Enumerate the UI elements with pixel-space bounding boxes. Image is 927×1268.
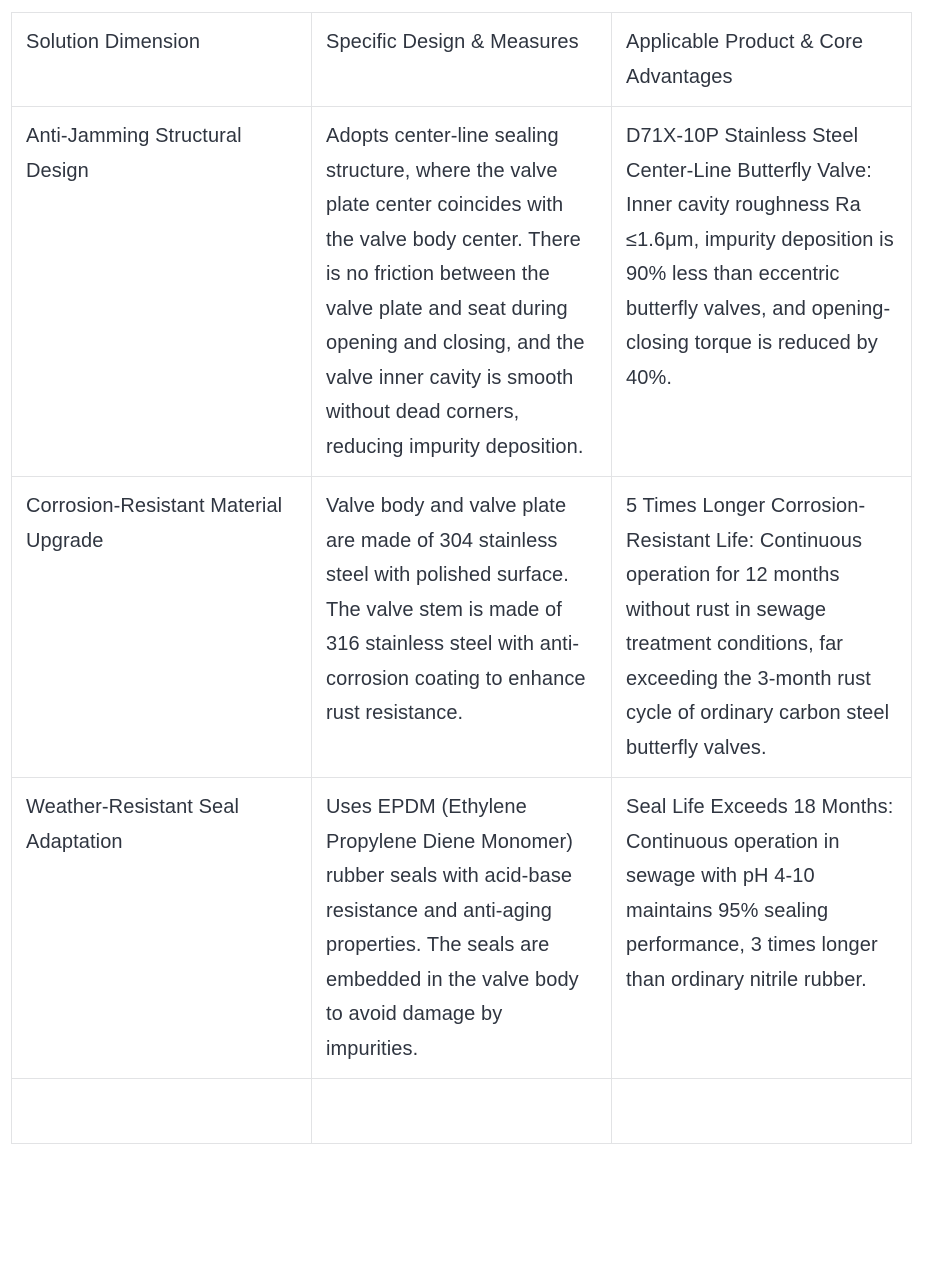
table-row-corrosion-resistant	[12, 477, 912, 778]
header-cell-solution-dimension: Solution Dimension	[12, 13, 312, 107]
cell-advantages: 5 Times Longer Corrosion-Resistant Life: Continuous operation for 12 months without rust in sewage treatment conditions, far exceeding the 3-month rust cycle of ordinary carbon steel butterfly valves.	[612, 477, 912, 778]
solution-table-container	[11, 12, 911, 1144]
solution-table	[11, 12, 912, 1144]
cell-design-measures: Valve body and valve plate are made of 304 stainless steel with polished surface. The valve stem is made of 316 stainless steel with anti-corrosion coating to enhance rust resistance.	[312, 477, 612, 778]
table-row-weather-resistant	[12, 778, 912, 1079]
cell-dimension-empty	[12, 1079, 312, 1144]
header-row	[12, 13, 912, 107]
header-cell-specific-design: Specific Design & Measures	[312, 13, 612, 107]
cell-design-measures-empty	[312, 1079, 612, 1144]
cell-dimension: Weather-Resistant Seal Adaptation	[12, 778, 312, 1079]
cell-dimension: Corrosion-Resistant Material Upgrade	[12, 477, 312, 778]
table-row-anti-jamming	[12, 107, 912, 477]
header-cell-applicable-product: Applicable Product & Core Advantages	[612, 13, 912, 107]
table-header	[12, 13, 912, 107]
table-body	[12, 107, 912, 1144]
cell-dimension: Anti-Jamming Structural Design	[12, 107, 312, 477]
cell-advantages: Seal Life Exceeds 18 Months: Continuous operation in sewage with pH 4-10 maintains 95% sealing performance, 3 times longer than ordinary nitrile rubber.	[612, 778, 912, 1079]
cell-advantages: D71X-10P Stainless Steel Center-Line Butterfly Valve: Inner cavity roughness Ra ≤1.6μm, impurity deposition is 90% less than eccentric butterfly valves, and opening-closing torque is reduced by 40%.	[612, 107, 912, 477]
cell-design-measures: Uses EPDM (Ethylene Propylene Diene Monomer) rubber seals with acid-base resistance and anti-aging properties. The seals are embedded in the valve body to avoid damage by impurities.	[312, 778, 612, 1079]
table-row-partial-clipped	[12, 1079, 912, 1144]
cell-design-measures: Adopts center-line sealing structure, where the valve plate center coincides with the valve body center. There is no friction between the valve plate and seat during opening and closing, and the valve inner cavity is smooth without dead corners, reducing impurity deposition.	[312, 107, 612, 477]
cell-advantages-empty	[612, 1079, 912, 1144]
